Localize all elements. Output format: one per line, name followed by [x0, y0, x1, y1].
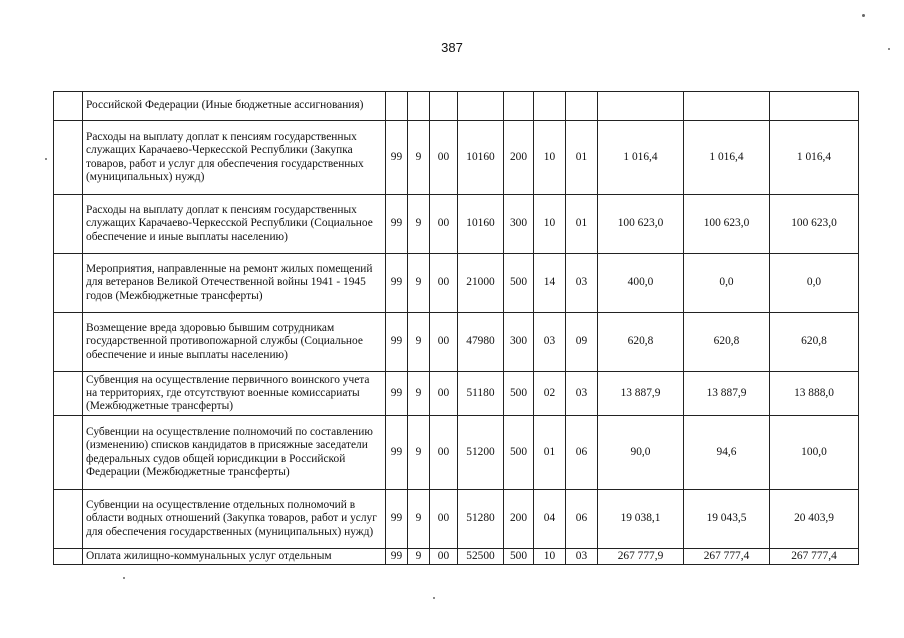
classification-code-cell: 9	[408, 490, 430, 549]
classification-code-cell: 10	[534, 121, 566, 195]
classification-code-cell: 04	[534, 490, 566, 549]
classification-code-cell: 99	[386, 254, 408, 313]
table-row	[54, 490, 859, 549]
amount-cell: 620,8	[684, 313, 770, 372]
amount-cell: 13 888,0	[770, 372, 859, 416]
expense-description-cell: Расходы на выплату доплат к пенсиям государственных служащих Карачаево-Черкесской Республики (Социальное обеспечение и иные выплаты населению)	[83, 195, 386, 254]
row-index-cell	[54, 195, 83, 254]
amount-cell: 100 623,0	[598, 195, 684, 254]
classification-code-cell: 300	[504, 313, 534, 372]
amount-cell: 0,0	[684, 254, 770, 313]
scan-speck	[433, 597, 435, 599]
classification-code-cell: 500	[504, 372, 534, 416]
table-row	[54, 416, 859, 490]
scan-speck	[45, 158, 47, 160]
budget-table	[53, 91, 859, 565]
classification-code-cell: 00	[430, 549, 458, 565]
classification-code-cell: 00	[430, 313, 458, 372]
classification-code-cell: 9	[408, 313, 430, 372]
classification-code-cell: 21000	[458, 254, 504, 313]
classification-code-cell: 03	[534, 313, 566, 372]
classification-code-cell	[430, 92, 458, 121]
table-row	[54, 549, 859, 565]
row-index-cell	[54, 490, 83, 549]
classification-code-cell: 9	[408, 121, 430, 195]
table-row	[54, 313, 859, 372]
scan-speck	[888, 48, 890, 50]
amount-cell	[770, 92, 859, 121]
expense-description-cell: Субвенции на осуществление отдельных полномочий в области водных отношений (Закупка товаров, работ и услуг для обеспечения государственных (муниципальных) нужд)	[83, 490, 386, 549]
table-row	[54, 121, 859, 195]
amount-cell	[598, 92, 684, 121]
classification-code-cell: 500	[504, 254, 534, 313]
page-number: 387	[441, 40, 463, 55]
classification-code-cell: 99	[386, 549, 408, 565]
classification-code-cell: 52500	[458, 549, 504, 565]
classification-code-cell	[408, 92, 430, 121]
classification-code-cell: 02	[534, 372, 566, 416]
table-row	[54, 92, 859, 121]
classification-code-cell: 51180	[458, 372, 504, 416]
row-index-cell	[54, 92, 83, 121]
classification-code-cell: 00	[430, 121, 458, 195]
table-row	[54, 195, 859, 254]
amount-cell: 267 777,4	[684, 549, 770, 565]
amount-cell: 1 016,4	[598, 121, 684, 195]
table-row	[54, 372, 859, 416]
classification-code-cell: 99	[386, 416, 408, 490]
classification-code-cell: 03	[566, 254, 598, 313]
classification-code-cell: 9	[408, 372, 430, 416]
amount-cell: 94,6	[684, 416, 770, 490]
classification-code-cell: 01	[534, 416, 566, 490]
row-index-cell	[54, 121, 83, 195]
classification-code-cell: 01	[566, 121, 598, 195]
classification-code-cell: 51280	[458, 490, 504, 549]
classification-code-cell: 10160	[458, 121, 504, 195]
amount-cell: 1 016,4	[770, 121, 859, 195]
amount-cell: 267 777,4	[770, 549, 859, 565]
classification-code-cell: 9	[408, 195, 430, 254]
classification-code-cell: 14	[534, 254, 566, 313]
amount-cell: 20 403,9	[770, 490, 859, 549]
classification-code-cell: 9	[408, 416, 430, 490]
row-index-cell	[54, 549, 83, 565]
amount-cell	[684, 92, 770, 121]
classification-code-cell: 500	[504, 549, 534, 565]
classification-code-cell: 200	[504, 121, 534, 195]
classification-code-cell: 00	[430, 195, 458, 254]
table-row	[54, 254, 859, 313]
classification-code-cell: 200	[504, 490, 534, 549]
amount-cell: 90,0	[598, 416, 684, 490]
classification-code-cell: 10	[534, 549, 566, 565]
amount-cell: 19 038,1	[598, 490, 684, 549]
amount-cell: 267 777,9	[598, 549, 684, 565]
classification-code-cell: 99	[386, 313, 408, 372]
scan-speck	[123, 577, 125, 579]
classification-code-cell: 01	[566, 195, 598, 254]
scan-speck	[862, 14, 865, 17]
expense-description-cell: Возмещение вреда здоровью бывшим сотрудникам государственной противопожарной службы (Социальное обеспечение и иные выплаты населению)	[83, 313, 386, 372]
classification-code-cell: 99	[386, 121, 408, 195]
row-index-cell	[54, 416, 83, 490]
classification-code-cell: 10	[534, 195, 566, 254]
expense-description-cell: Мероприятия, направленные на ремонт жилых помещений для ветеранов Великой Отечественной войны 1941 - 1945 годов (Межбюджетные трансферты)	[83, 254, 386, 313]
classification-code-cell: 9	[408, 254, 430, 313]
amount-cell: 100 623,0	[684, 195, 770, 254]
amount-cell: 13 887,9	[684, 372, 770, 416]
classification-code-cell	[534, 92, 566, 121]
classification-code-cell	[386, 92, 408, 121]
row-index-cell	[54, 372, 83, 416]
amount-cell: 400,0	[598, 254, 684, 313]
expense-description-cell: Оплата жилищно-коммунальных услуг отдельным	[83, 549, 386, 565]
amount-cell: 620,8	[770, 313, 859, 372]
expense-description-cell: Субвенция на осуществление первичного воинского учета на территориях, где отсутствуют военные комиссариаты (Межбюджетные трансферты)	[83, 372, 386, 416]
classification-code-cell: 47980	[458, 313, 504, 372]
classification-code-cell: 00	[430, 416, 458, 490]
classification-code-cell: 06	[566, 416, 598, 490]
classification-code-cell	[504, 92, 534, 121]
amount-cell: 19 043,5	[684, 490, 770, 549]
classification-code-cell: 99	[386, 195, 408, 254]
classification-code-cell: 06	[566, 490, 598, 549]
row-index-cell	[54, 254, 83, 313]
classification-code-cell: 09	[566, 313, 598, 372]
classification-code-cell	[458, 92, 504, 121]
classification-code-cell: 300	[504, 195, 534, 254]
classification-code-cell	[566, 92, 598, 121]
classification-code-cell: 00	[430, 372, 458, 416]
classification-code-cell: 00	[430, 254, 458, 313]
classification-code-cell: 03	[566, 372, 598, 416]
amount-cell: 100 623,0	[770, 195, 859, 254]
amount-cell: 13 887,9	[598, 372, 684, 416]
classification-code-cell: 9	[408, 549, 430, 565]
amount-cell: 100,0	[770, 416, 859, 490]
amount-cell: 0,0	[770, 254, 859, 313]
expense-description-cell: Расходы на выплату доплат к пенсиям государственных служащих Карачаево-Черкесской Республики (Закупка товаров, работ и услуг для обеспечения государственных (муниципальных) нужд)	[83, 121, 386, 195]
classification-code-cell: 51200	[458, 416, 504, 490]
expense-description-cell: Российской Федерации (Иные бюджетные ассигнования)	[83, 92, 386, 121]
amount-cell: 1 016,4	[684, 121, 770, 195]
expense-description-cell: Субвенции на осуществление полномочий по составлению (изменению) списков кандидатов в присяжные заседатели федеральных судов общей юрисдикции в Российской Федерации (Межбюджетные трансферты)	[83, 416, 386, 490]
row-index-cell	[54, 313, 83, 372]
classification-code-cell: 10160	[458, 195, 504, 254]
amount-cell: 620,8	[598, 313, 684, 372]
classification-code-cell: 00	[430, 490, 458, 549]
classification-code-cell: 99	[386, 372, 408, 416]
classification-code-cell: 99	[386, 490, 408, 549]
classification-code-cell: 03	[566, 549, 598, 565]
classification-code-cell: 500	[504, 416, 534, 490]
